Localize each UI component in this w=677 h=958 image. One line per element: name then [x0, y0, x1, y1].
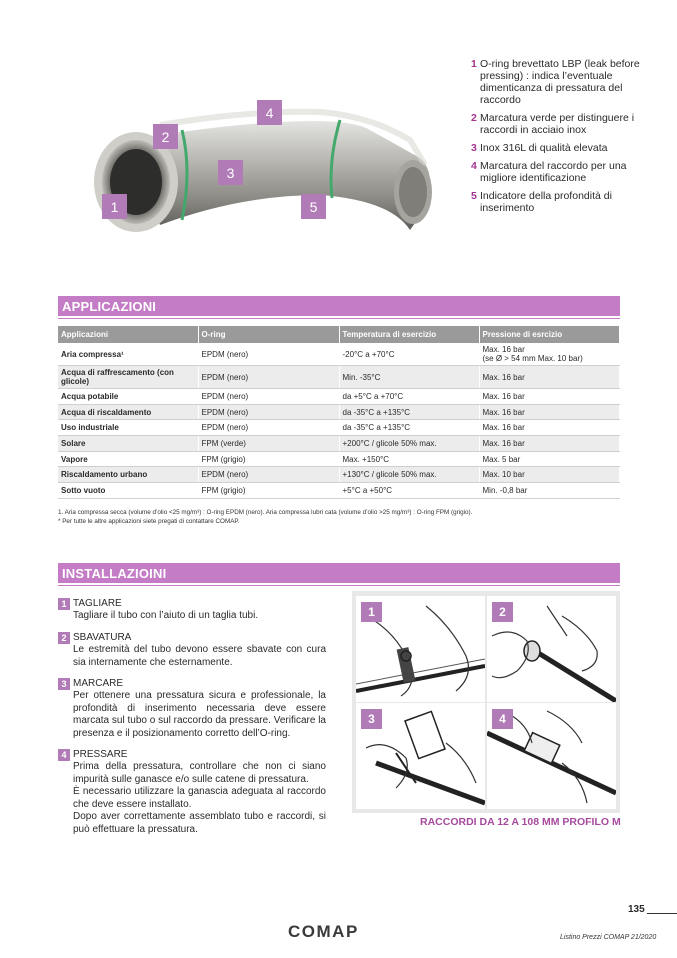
table-row — [58, 420, 620, 436]
step-cut — [58, 598, 326, 623]
table-row — [58, 389, 620, 405]
cell-pressure: Max. 16 bar — [479, 389, 620, 405]
cell-pressure: Max. 5 bar — [479, 451, 620, 467]
step-number: 4 — [58, 749, 70, 761]
feature-item — [471, 190, 651, 214]
cell-application: Solare — [58, 436, 198, 452]
step-heading — [58, 749, 326, 761]
step-number: 2 — [58, 632, 70, 644]
panel-number: 4 — [492, 709, 513, 729]
feature-number: 1 — [471, 58, 477, 70]
column-header: Temperatura di esercizio — [339, 326, 479, 343]
pressure-line: Max. 16 bar — [482, 345, 525, 354]
cell-application: Uso industriale — [58, 420, 198, 436]
feature-text: Marcatura del raccordo per una migliore identificazione — [480, 160, 627, 184]
cell-oring: FPM (grigio) — [198, 483, 339, 499]
panel-number: 2 — [492, 602, 513, 622]
step-title: TAGLIARE — [73, 598, 122, 609]
step-heading — [58, 632, 326, 644]
marker-1: 1 — [102, 194, 127, 219]
cell-temperature: Max. +150°C — [339, 451, 479, 467]
step-heading — [58, 678, 326, 690]
cell-pressure: Max. 16 bar — [479, 366, 620, 389]
marker-5: 5 — [301, 194, 326, 219]
cell-temperature: -20°C a +70°C — [339, 343, 479, 366]
feature-text: O-ring brevettato LBP (leak before pressing) : indica l’eventuale dimenticanza di pressatura del raccordo — [480, 58, 640, 106]
step-heading — [58, 598, 326, 610]
feature-text: Marcatura verde per distinguere i raccordi in acciaio inox — [480, 112, 635, 136]
cell-temperature: da -35°C a +135°C — [339, 420, 479, 436]
cell-application: Acqua potabile — [58, 389, 198, 405]
cell-application: Riscaldamento urbano — [58, 467, 198, 483]
step-deburr — [58, 632, 326, 669]
page-number-rule — [647, 913, 677, 914]
pressure-note: (se Ø > 54 mm Max. 10 bar) — [482, 354, 583, 363]
cell-pressure: Max. 16 bar — [479, 420, 620, 436]
note-contact: * Per tutte le altre applicazioni siete pregati di contattare COMAP. — [58, 518, 240, 525]
step-text: È necessario utilizzare la ganascia adeguata al raccordo che deve essere installato. — [73, 786, 326, 810]
table-row — [58, 343, 620, 366]
step-text: Per ottenere una pressatura sicura e professionale, la profondità di inserimento necessaria deve essere marcata sul tubo o sul raccordo da pressare. Verificare la presenza e il posizionamento corretto dell’O-ring. — [73, 690, 326, 739]
step-text: Le estremità del tubo devono essere sbavate con cura sia internamente che esternamente. — [73, 644, 326, 668]
cell-application: Vapore — [58, 451, 198, 467]
cell-application: Aria compressa¹ — [58, 343, 198, 366]
feature-number: 4 — [471, 160, 477, 172]
feature-item — [471, 160, 651, 184]
page-number: 135 — [628, 904, 645, 915]
cell-temperature: Min. -35°C — [339, 366, 479, 389]
feature-list — [471, 58, 651, 220]
comap-logo: COMAP — [288, 922, 359, 941]
catalog-reference: Listino Prezzi COMAP 21/2020 — [560, 934, 657, 941]
cell-pressure: Max. 10 bar — [479, 467, 620, 483]
table-row — [58, 467, 620, 483]
cell-application: Sotto vuoto — [58, 483, 198, 499]
feature-item — [471, 142, 651, 154]
step-mark — [58, 678, 326, 740]
step-title: PRESSARE — [73, 749, 128, 761]
feature-number: 3 — [471, 142, 477, 154]
applications-table — [58, 326, 620, 499]
installation-steps — [58, 598, 326, 845]
note-compressed-air: 1. Aria compressa secca (volume d’olio <25 mg/m³) : O-ring EPDM (nero). Aria compressa lubri cata (volume d’olio >25 mg/m³) : O-ring FPM (grigio). — [58, 509, 473, 516]
feature-text: Indicatore della profondità di inserimento — [480, 190, 612, 214]
cell-temperature: +5°C a +50°C — [339, 483, 479, 499]
step-number: 1 — [58, 598, 70, 610]
marker-2: 2 — [153, 124, 178, 149]
fitting-product-image — [70, 70, 450, 290]
marker-3: 3 — [218, 160, 243, 185]
table-row — [58, 366, 620, 389]
panel-number: 3 — [361, 709, 382, 729]
cell-pressure: Max. 16 bar — [479, 436, 620, 452]
step-text: Prima della pressatura, controllare che non ci siano impurità sulle ganasce e/o sulle catene di pressatura. — [73, 761, 326, 785]
panel-cutting — [356, 596, 485, 702]
feature-item — [471, 112, 651, 136]
section-title-installazioni: INSTALLAZIOINI — [58, 563, 620, 583]
step-press — [58, 749, 326, 836]
illustration-caption: RACCORDI DA 12 A 108 MM PROFILO M — [420, 816, 621, 828]
cell-application: Acqua di riscaldamento — [58, 404, 198, 420]
cell-oring: EPDM (nero) — [198, 389, 339, 405]
table-row — [58, 451, 620, 467]
cell-oring: EPDM (nero) — [198, 467, 339, 483]
feature-number: 5 — [471, 190, 477, 202]
table-row — [58, 483, 620, 499]
cell-oring: EPDM (nero) — [198, 366, 339, 389]
marker-4: 4 — [257, 100, 282, 125]
cell-pressure: Min. -0,8 bar — [479, 483, 620, 499]
step-text: Tagliare il tubo con l’aiuto di un taglia tubi. — [73, 610, 259, 622]
cell-pressure — [479, 343, 620, 366]
installation-illustrations — [352, 591, 620, 813]
table-row — [58, 404, 620, 420]
cell-temperature: +200°C / glicole 50% max. — [339, 436, 479, 452]
section-title-applicazioni: APPLICAZIONI — [58, 296, 620, 316]
cell-pressure: Max. 16 bar — [479, 404, 620, 420]
step-title: MARCARE — [73, 678, 124, 690]
table-notes — [58, 508, 472, 526]
table-row — [58, 436, 620, 452]
cell-oring: EPDM (nero) — [198, 420, 339, 436]
cell-temperature: da +5°C a +70°C — [339, 389, 479, 405]
step-text: Dopo aver correttamente assemblato tubo e raccordi, si può effettuare la pressatura. — [73, 811, 326, 835]
panel-number: 1 — [361, 602, 382, 622]
cell-temperature: da -35°C a +135°C — [339, 404, 479, 420]
cell-oring: EPDM (nero) — [198, 404, 339, 420]
step-title: SBAVATURA — [73, 631, 132, 643]
feature-number: 2 — [471, 112, 477, 124]
cell-oring: EPDM (nero) — [198, 343, 339, 366]
column-header: O-ring — [198, 326, 339, 343]
column-header: Applicazioni — [58, 326, 198, 343]
panel-marking — [356, 703, 485, 809]
cell-temperature: +130°C / glicole 50% max. — [339, 467, 479, 483]
column-header: Pressione di esrcizio — [479, 326, 620, 343]
feature-item — [471, 58, 651, 106]
cell-oring: FPM (verde) — [198, 436, 339, 452]
cell-application: Acqua di raffrescamento (con glicole) — [58, 366, 198, 389]
step-number: 3 — [58, 678, 70, 690]
feature-text: Inox 316L di qualità elevata — [480, 142, 608, 154]
panel-deburring — [487, 596, 616, 702]
table-header-row — [58, 326, 620, 343]
cell-oring: FPM (grigio) — [198, 451, 339, 467]
panel-pressing — [487, 703, 616, 809]
